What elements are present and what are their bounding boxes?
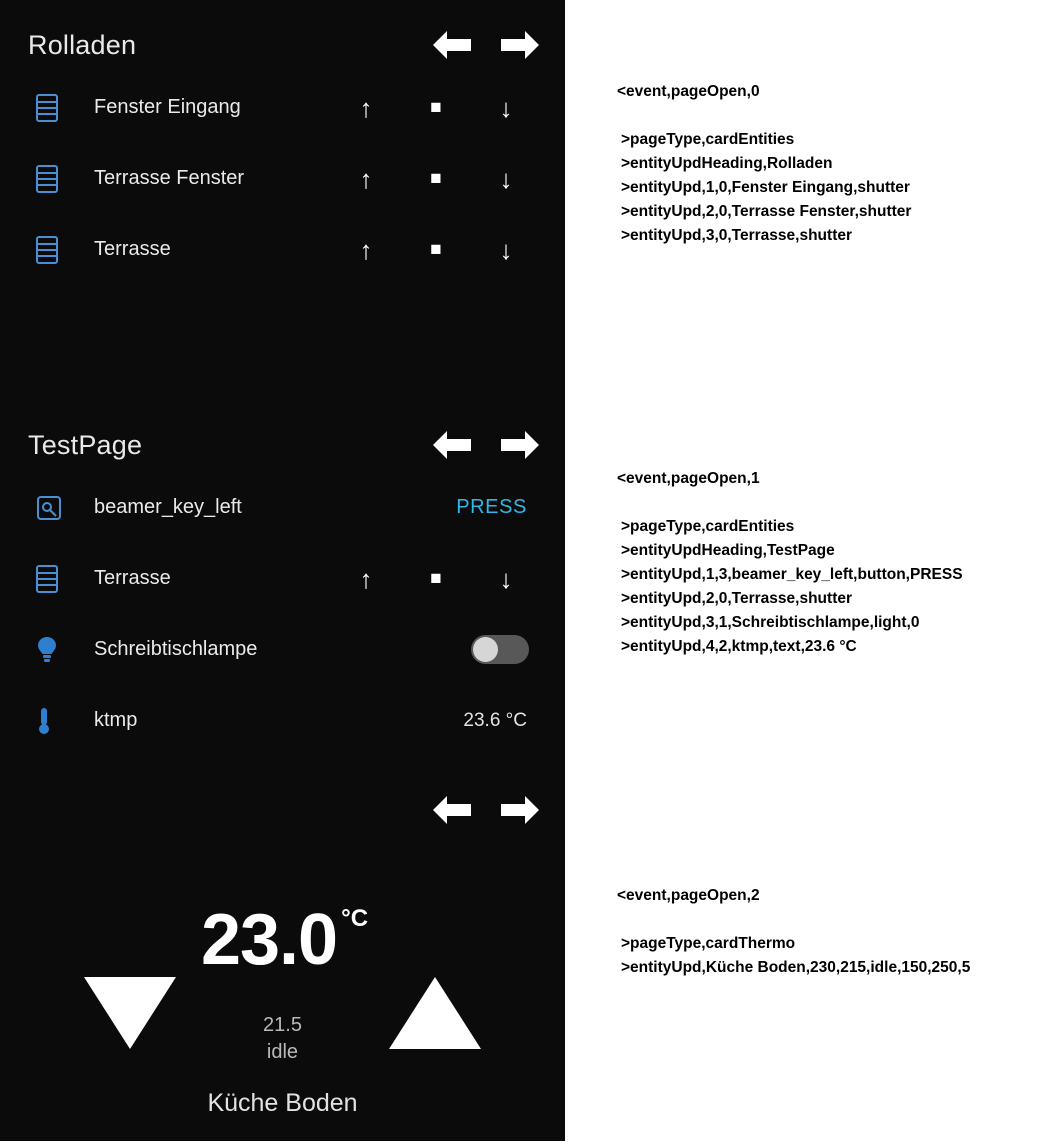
lightbulb-icon [28, 635, 82, 665]
shutter-down-button[interactable]: ↓ [499, 234, 513, 265]
entity-rows [0, 472, 565, 756]
current-temperature [0, 899, 565, 981]
doc-block [617, 80, 1037, 248]
current-temperature-value: 23.0 [200, 900, 338, 980]
shutter-controls [331, 163, 541, 194]
command-line: >entityUpd,3,1,Schreibtischlampe,light,0 [621, 614, 920, 631]
shutter-up-button[interactable]: ↑ [359, 163, 373, 194]
page-title: TestPage [28, 430, 143, 460]
shutter-stop-button[interactable]: ■ [430, 168, 442, 189]
list-item-label: Fenster Eingang [94, 96, 241, 118]
list-item[interactable] [28, 214, 541, 285]
shutter-stop-button[interactable]: ■ [430, 568, 442, 589]
entity-value: 23.6 °C [463, 709, 527, 731]
shutter-controls [331, 563, 541, 594]
list-item-label: Schreibtischlampe [94, 638, 258, 660]
command-line: >entityUpdHeading,TestPage [621, 542, 835, 559]
thermostat-status [0, 1012, 565, 1066]
shutter-up-button[interactable]: ↑ [359, 563, 373, 594]
command-line: >entityUpd,Küche Boden,230,215,idle,150,250,5 [621, 959, 971, 976]
card-entities-rolladen [0, 0, 565, 400]
command-documentation [565, 0, 1045, 1141]
command-line: >entityUpd,3,0,Terrasse,shutter [621, 227, 853, 244]
press-button[interactable]: PRESS [456, 496, 527, 518]
command-line: >entityUpdHeading,Rolladen [621, 155, 833, 172]
list-item-label: Terrasse [94, 567, 171, 589]
shutter-icon [28, 565, 82, 593]
list-item [28, 685, 541, 756]
thermostat-state: idle [266, 1041, 299, 1063]
card-thermo [0, 765, 565, 1141]
temperature-unit: °C [341, 905, 369, 932]
event-line: <event,pageOpen,0 [617, 83, 760, 100]
shutter-up-button[interactable]: ↑ [359, 234, 373, 265]
nav-arrows [431, 428, 541, 462]
arrow-right-icon[interactable] [499, 28, 541, 62]
list-item-label: Terrasse [94, 238, 171, 260]
nav-arrows [431, 28, 541, 62]
thermometer-icon [28, 706, 82, 736]
card-entities-testpage [0, 400, 565, 765]
shutter-icon [28, 94, 82, 122]
shutter-down-button[interactable]: ↓ [499, 163, 513, 194]
list-item[interactable] [28, 72, 541, 143]
arrow-right-icon[interactable] [499, 793, 541, 827]
shutter-down-button[interactable]: ↓ [499, 92, 513, 123]
command-line: >pageType,cardEntities [621, 131, 795, 148]
list-item-label: Terrasse Fenster [94, 167, 245, 189]
command-line: >entityUpd,2,0,Terrasse,shutter [621, 590, 853, 607]
nav-arrows [431, 793, 541, 827]
doc-block [617, 467, 1037, 659]
text-value [331, 710, 541, 732]
list-item-label: ktmp [94, 709, 138, 731]
target-temperature: 21.5 [263, 1014, 302, 1036]
entity-rows [0, 72, 565, 285]
event-line: <event,pageOpen,1 [617, 470, 760, 487]
panel-header [0, 0, 565, 72]
command-line: >pageType,cardEntities [621, 518, 795, 535]
panel-header [0, 765, 565, 837]
list-item[interactable] [28, 614, 541, 685]
light-controls [331, 635, 541, 664]
list-item[interactable] [28, 543, 541, 614]
event-line: <event,pageOpen,2 [617, 887, 760, 904]
button-icon [28, 495, 82, 521]
arrow-right-icon[interactable] [499, 428, 541, 462]
shutter-stop-button[interactable]: ■ [430, 97, 442, 118]
panel-header [0, 400, 565, 472]
thermostat-card [0, 837, 565, 1142]
command-line: >pageType,cardThermo [621, 935, 796, 952]
shutter-icon [28, 165, 82, 193]
command-line: >entityUpd,2,0,Terrasse Fenster,shutter [621, 203, 912, 220]
list-item[interactable] [28, 472, 541, 543]
toggle-knob [473, 637, 498, 662]
page-title: Rolladen [28, 30, 137, 60]
command-line: >entityUpd,1,0,Fenster Eingang,shutter [621, 179, 910, 196]
list-item[interactable] [28, 143, 541, 214]
arrow-left-icon[interactable] [431, 793, 473, 827]
light-toggle[interactable] [471, 635, 529, 664]
button-controls [331, 496, 541, 519]
list-item-label: beamer_key_left [94, 496, 242, 518]
command-line: >entityUpd,1,3,beamer_key_left,button,PRESS [621, 566, 963, 583]
arrow-left-icon[interactable] [431, 428, 473, 462]
command-line: >entityUpd,4,2,ktmp,text,23.6 °C [621, 638, 857, 655]
shutter-stop-button[interactable]: ■ [430, 239, 442, 260]
shutter-controls [331, 234, 541, 265]
doc-block [617, 884, 1037, 980]
arrow-left-icon[interactable] [431, 28, 473, 62]
shutter-controls [331, 92, 541, 123]
thermostat-name: Küche Boden [207, 1089, 358, 1117]
shutter-icon [28, 236, 82, 264]
shutter-down-button[interactable]: ↓ [499, 563, 513, 594]
shutter-up-button[interactable]: ↑ [359, 92, 373, 123]
